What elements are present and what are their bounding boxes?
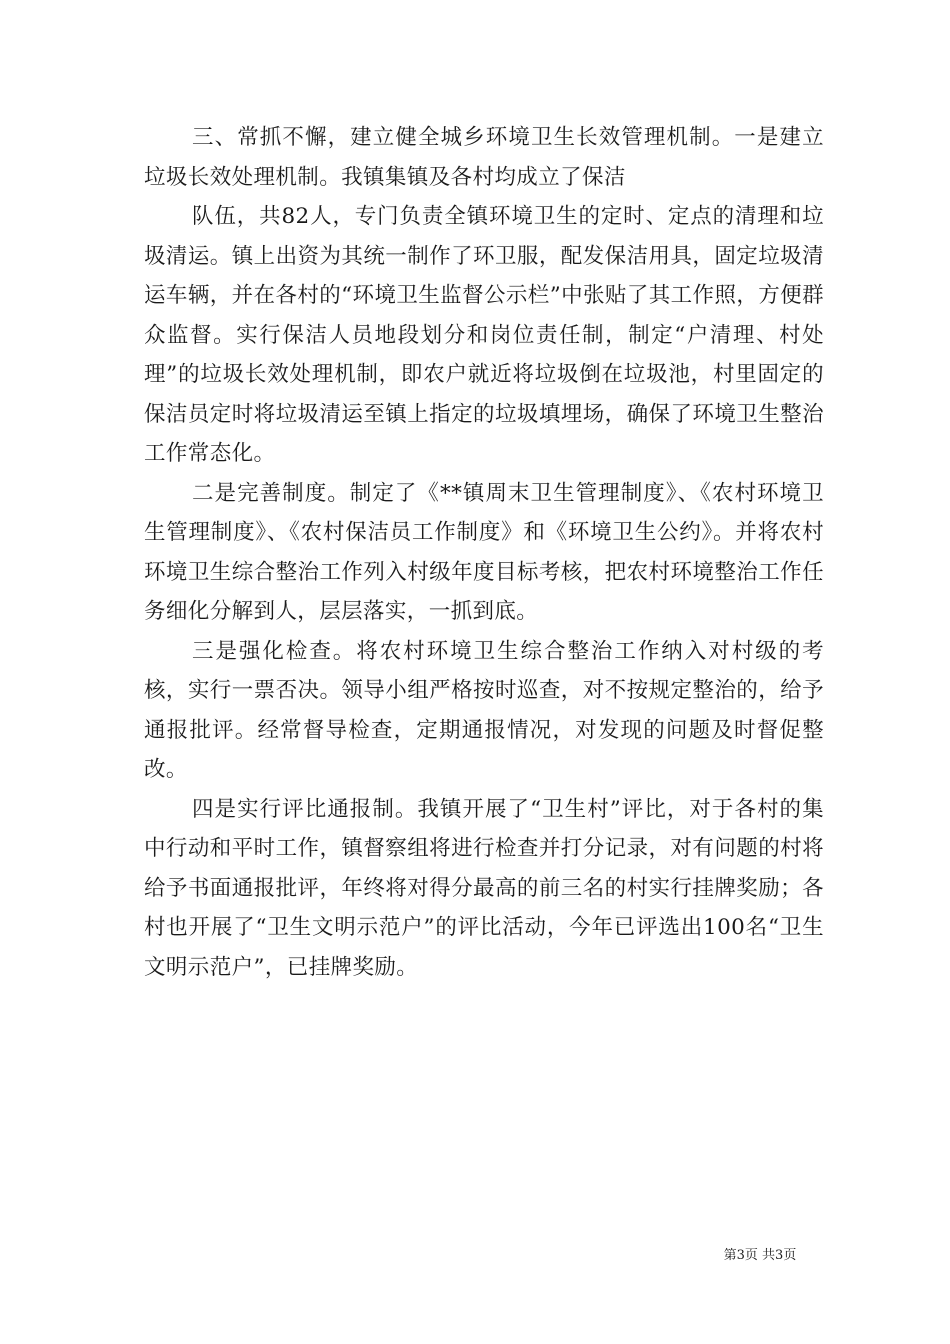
paragraph-appraisal: 四是实行评比通报制。我镇开展了“卫生村”评比，对于各村的集中行动和平时工作，镇督察组将进行检查并打分记录，对有问题的村将给予书面通报批评，年终将对得分最高的前三名的村实行挂牌奖励；各村也开展了“卫生文明示范户”的评比活动，今年已评选出100名“卫生文明示范户”，已挂牌奖励。: [144, 796, 824, 980]
paragraph-regulations: 二是完善制度。制定了《**镇周末卫生管理制度》、《农村环境卫生管理制度》、《农村保洁员工作制度》和《环境卫生公约》。并将农村环境卫生综合整治工作列入村级年度目标考核，把农村环境整治工作任务细化分解到人，层层落实，一抓到底。: [144, 480, 824, 624]
paragraph-section-three: 三、常抓不懈，建立健全城乡环境卫生长效管理机制。一是建立垃圾长效处理机制。我镇集镇及各村均成立了保洁: [144, 125, 824, 190]
document-body: [144, 118, 824, 987]
paragraph-cleaning-team: 队伍，共82人，专门负责全镇环境卫生的定时、定点的清理和垃圾清运。镇上出资为其统一制作了环卫服，配发保洁用具，固定垃圾清运车辆，并在各村的“环境卫生监督公示栏”中张贴了其工作照，方便群众监督。实行保洁人员地段划分和岗位责任制，制定“户清理、村处理”的垃圾长效处理机制，即农户就近将垃圾倒在垃圾池，村里固定的保洁员定时将垃圾清运至镇上指定的垃圾填埋场，确保了环境卫生整治工作常态化。: [144, 204, 824, 466]
paragraph-inspection: 三是强化检查。将农村环境卫生综合整治工作纳入对村级的考核，实行一票否决。领导小组严格按时巡查，对不按规定整治的，给予通报批评。经常督导检查，定期通报情况，对发现的问题及时督促整改。: [144, 638, 824, 782]
page-number-footer: 第3页 共3页: [723, 1248, 797, 1263]
